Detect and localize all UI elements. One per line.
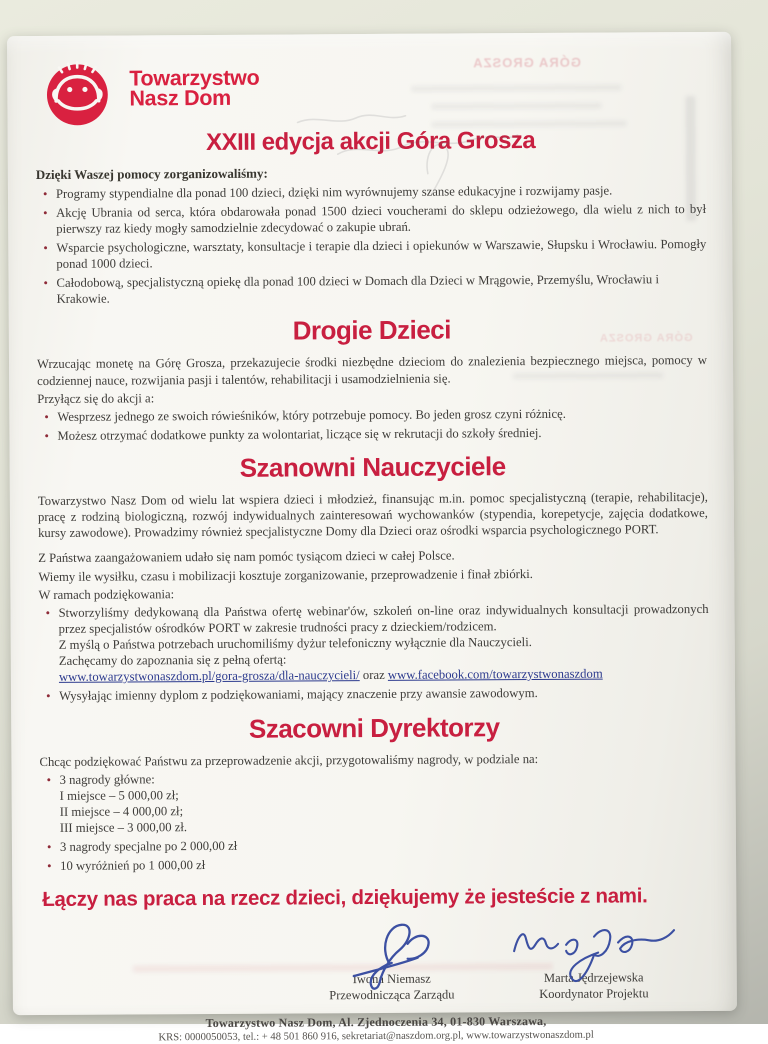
list-item (36, 201, 706, 237)
bullet-text: Możesz otrzymać dodatkowe punkty za wolontariat, liczące się w rekrutacji do szkoły średniej. (57, 424, 707, 444)
paragraph: Przyłącz się do akcji a: (37, 387, 707, 407)
bleedthrough-mirrored-text: GÓRA GROSZA (599, 332, 693, 345)
bullet-text: Wysyłając imienny dyplom z podziękowaniami, mający znaczenie przy awansie zawodowym. (59, 684, 709, 704)
org-name-line2: Nasz Dom (129, 88, 259, 109)
bullet-dot-icon (38, 605, 58, 686)
org-name-line1: Towarzystwo (129, 67, 259, 88)
document-page (7, 32, 737, 1015)
link-separator: oraz (363, 668, 385, 682)
prize-line: III miejsce – 3 000,00 zł. (60, 816, 710, 836)
list-item (36, 271, 706, 307)
footer-address: Towarzystwo Nasz Dom, Al. Zjednoczenia 34, 01-830 Warszawa, (41, 1013, 711, 1032)
bullet-text: 3 nagrody specjalne po 2 000,00 zł (60, 835, 710, 855)
bullet-subline: Z myślą o Państwa potrzebach uruchomiliśmy dyżur telefoniczny wyłącznie dla Nauczycieli. (59, 633, 709, 653)
paragraph: Z Państwa zaangażowaniem udało się nam pomóc tysiącom dzieci w całej Polsce. (38, 546, 708, 566)
bullet-dot-icon (36, 185, 56, 201)
list-item (40, 854, 710, 874)
bullet-text: Całodobową, specjalistyczną opiekę dla ponad 100 dzieci w Domach dla Dzieci w Mrągowie, Przemyślu, Wrocławiu i Krakowie. (56, 271, 706, 307)
org-logo (39, 50, 705, 130)
intro-heading: Dzięki Waszej pomocy zorganizowaliśmy: (36, 163, 706, 184)
bullet-text: Akcję Ubrania od serca, która obdarowała ponad 1500 dzieci voucherami do sklepu odzieżowego, dla wielu z nich to był pierwszy raz kiedy mogły samodzielnie zdecydować o zakupie ubrań. (56, 201, 706, 237)
handwritten-signature-icon (331, 918, 451, 993)
bullet-text: Wesprzesz jednego ze swoich rówieśników, który potrzebuje pomocy. Bo jeden grosz czyni różnicę. (57, 405, 707, 425)
bullet-text: 3 nagrody główne: (60, 768, 710, 788)
signer-role: Przewodnicząca Zarządu (317, 987, 467, 1003)
smiley-sun-face-icon (39, 54, 115, 130)
list-item (36, 236, 706, 272)
list-item (37, 424, 707, 444)
list-item (40, 768, 710, 837)
bullet-text: Wsparcie psychologiczne, warsztaty, konsultacje i terapie dla dzieci i opiekunów w Warszawie, Słupsku i Wrocławiu. Pomogły ponad 1000 dzieci. (56, 236, 706, 272)
section-heading: Drogie Dzieci (37, 312, 707, 349)
section-heading: Szanowni Nauczyciele (38, 449, 708, 486)
document-title: XXIII edycja akcji Góra Grosza (36, 126, 706, 158)
signature-coordinator (518, 915, 669, 1002)
prize-line: I miejsce – 5 000,00 zł; (60, 784, 710, 804)
list-item (39, 684, 709, 704)
bullet-dot-icon (36, 275, 56, 307)
bullet-dot-icon (40, 839, 60, 855)
section-szanowni-nauczyciele (38, 449, 710, 705)
list-item (37, 405, 707, 425)
signer-role: Koordynator Projektu (519, 986, 669, 1002)
bullet-dot-icon (40, 858, 60, 874)
bleedthrough-smudge (513, 372, 663, 379)
links-line (59, 665, 709, 685)
list-item (40, 835, 710, 855)
bullet-text: 10 wyróżnień po 1 000,00 zł (60, 854, 710, 874)
bullet-dot-icon (40, 772, 60, 837)
signature-chairwoman (316, 916, 467, 1003)
paragraph: Wiemy ile wysiłku, czasu i mobilizacji kosztuje zorganizowanie, przeprowadzenie i finał zbiórki. (38, 564, 708, 584)
letterhead (35, 50, 705, 128)
org-name (129, 67, 259, 109)
teachers-offer-link: www.towarzystwonaszdom.pl/gora-grosza/dla-nauczycieli/ (59, 668, 360, 684)
bullet-subline: Zachęcamy do zapoznania się z pełną ofertą: (59, 649, 709, 669)
paragraph: Towarzystwo Nasz Dom od wielu lat wspiera dzieci i młodzież, finansując m.in. pomoc specjalistyczną (terapie, rehabilitacje), pracę z rodziną biologiczną, rozwój indywidualnych zainteresowań wychowanków (stypendia, korepetycje, zajęcia dodatkowe, kursy zawodowe). Prowadzimy również specjalistyczne Domy dla Dzieci oraz ośrodki wsparcia psychologicznego PORT. (38, 489, 708, 541)
signer-name: Iwona Niemasz (317, 972, 467, 988)
bullet-dot-icon (37, 428, 57, 444)
section-heading: Szacowni Dyrektorzy (39, 709, 709, 746)
signer-name: Marta Jędrzejewska (519, 971, 669, 987)
document-footer (41, 1013, 711, 1044)
bleedthrough-mirrored-text: GÓRA GROSZA (472, 55, 581, 71)
bullet-text: Stworzyliśmy dedykowaną dla Państwa ofertę webinar'ów, szkoleń on-line oraz indywidualnych konsultacji prowadzonych przez specjalistów ośrodków PORT w zakresie trudności pracy z dzieckiem/rodzicem. (58, 601, 708, 637)
bullet-dot-icon (37, 409, 57, 425)
closing-statement: Łączy nas praca na rzecz dzieci, dziękujemy że jesteście z nami. (42, 884, 710, 912)
prize-line: II miejsce – 4 000,00 zł; (60, 800, 710, 820)
footer-contact: KRS: 0000050053, tel.: + 48 501 860 916, sekretariat@naszdom.org.pl, www.towarzystwonaszdom.pl (41, 1029, 711, 1044)
list-item (38, 601, 708, 686)
paragraph: Chcąc podziękować Państwu za przeprowadzenie akcji, przygotowaliśmy nagrody, w podziale na: (39, 749, 709, 769)
bullet-text: Programy stypendialne dla ponad 100 dzieci, dzięki nim wyrównujemy szanse edukacyjne i rozwijamy pasje. (56, 181, 706, 201)
paragraph: W ramach podziękowania: (38, 583, 708, 603)
handwritten-signature-icon (506, 917, 681, 992)
paragraph: Wrzucając monetę na Górę Grosza, przekazujecie środki niezbędne dzieciom do znalezienia bezpiecznego miejsca, pomocy w codziennej nauce, rozwijania pasji i talentów, rehabilitacji i usamodzielnienia się. (37, 352, 707, 388)
bullet-dot-icon (39, 688, 59, 704)
signature-block (40, 915, 669, 1005)
bullet-dot-icon (36, 240, 56, 272)
facebook-link: www.facebook.com/towarzystwonaszdom (388, 667, 603, 682)
section-szacowni-dyrektorzy (39, 709, 710, 874)
bullet-dot-icon (36, 205, 56, 237)
